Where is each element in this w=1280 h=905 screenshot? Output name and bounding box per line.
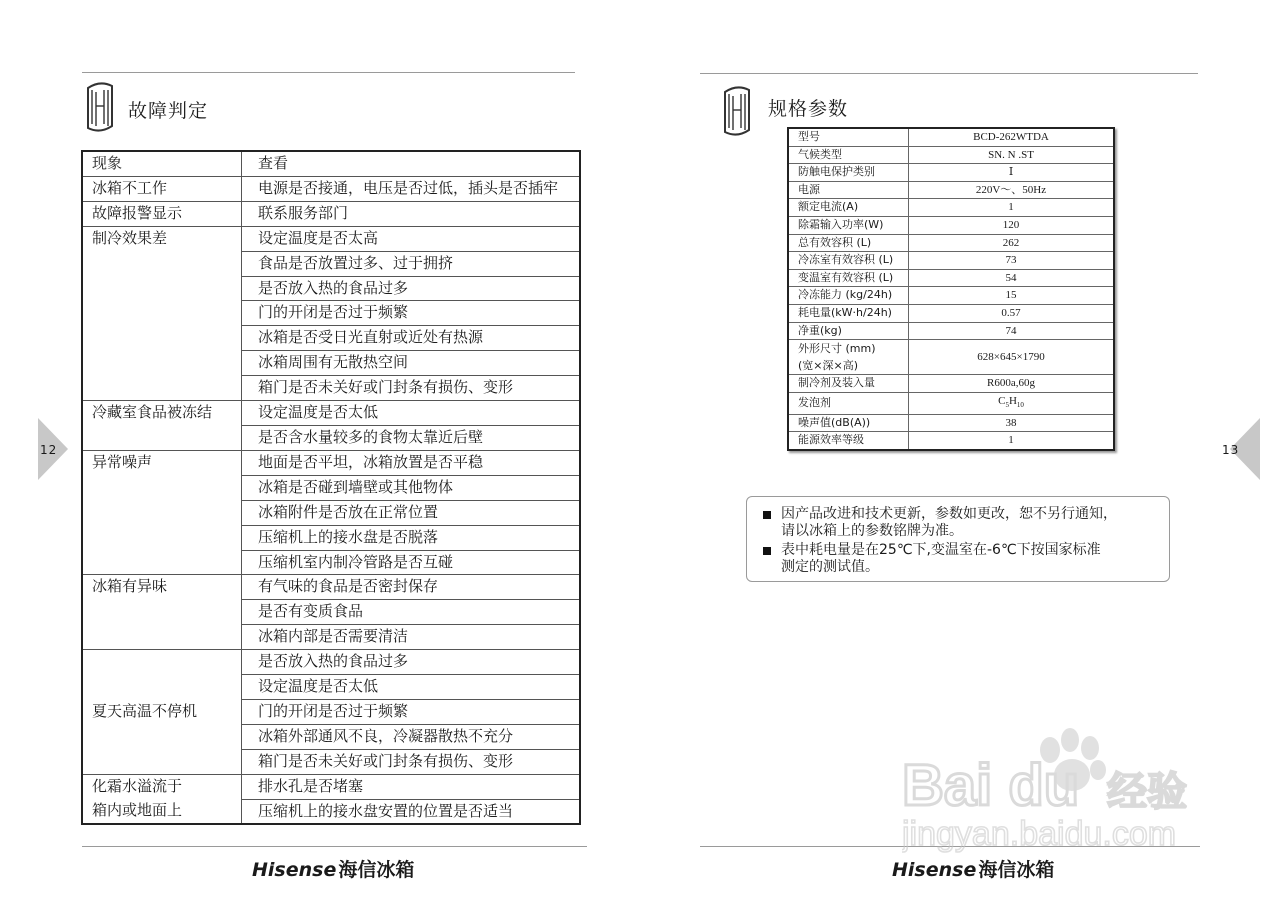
check-cell: 压缩机上的接水盘安置的位置是否适当 bbox=[242, 799, 581, 824]
spec-label: 气候类型 bbox=[788, 146, 909, 164]
spec-row bbox=[788, 252, 1114, 270]
formula-part: C bbox=[998, 394, 1006, 407]
note-item bbox=[763, 542, 1163, 576]
check-cell: 是否有变质食品 bbox=[242, 600, 581, 625]
page-number: 13 bbox=[1222, 443, 1240, 457]
check-cell: 冰箱附件是否放在正常位置 bbox=[242, 500, 581, 525]
spec-row bbox=[788, 199, 1114, 217]
fault-table bbox=[81, 150, 581, 825]
spec-row bbox=[788, 164, 1114, 182]
formula-part: H bbox=[1008, 394, 1017, 407]
check-cell: 冰箱周围有无散热空间 bbox=[242, 351, 581, 376]
spec-row bbox=[788, 322, 1114, 340]
check-cell: 冰箱外部通风不良，冷凝器散热不充分 bbox=[242, 724, 581, 749]
symptom-cell: 冰箱有异味 bbox=[82, 575, 242, 650]
watermark-logo-cn: 经验 bbox=[1107, 769, 1187, 815]
size-label-line: (宽×深×高) bbox=[798, 359, 859, 373]
symptom-line: 箱内或地面上 bbox=[92, 800, 183, 819]
spec-row bbox=[788, 375, 1114, 393]
size-label-line: 外形尺寸 (mm) bbox=[798, 342, 876, 356]
brand-name-cn: 海信冰箱 bbox=[978, 859, 1055, 881]
watermark-logo: Bai du bbox=[902, 753, 1080, 818]
spec-value: 0.57 bbox=[909, 304, 1115, 322]
notes-box bbox=[746, 496, 1170, 582]
spec-label: 冷冻能力 (kg/24h) bbox=[788, 287, 909, 305]
check-cell: 电源是否接通，电压是否过低，插头是否插牢 bbox=[242, 176, 581, 201]
symptom-cell: 冷藏室食品被冻结 bbox=[82, 401, 242, 451]
square-bullet-icon bbox=[763, 511, 771, 519]
check-cell: 联系服务部门 bbox=[242, 201, 581, 226]
spec-label: 耗电量(kW·h/24h) bbox=[788, 304, 909, 322]
check-cell: 设定温度是否太低 bbox=[242, 401, 581, 426]
spec-label: 总有效容积 (L) bbox=[788, 234, 909, 252]
check-cell: 地面是否平坦，冰箱放置是否平稳 bbox=[242, 450, 581, 475]
check-cell: 箱门是否未关好或门封条有损伤、变形 bbox=[242, 376, 581, 401]
check-cell: 有气味的食品是否密封保存 bbox=[242, 575, 581, 600]
top-rule bbox=[82, 72, 575, 73]
spec-row bbox=[788, 340, 1114, 375]
baidu-watermark bbox=[902, 720, 1202, 860]
table-row bbox=[82, 226, 580, 251]
spec-label: 除霜输入功率(W) bbox=[788, 216, 909, 234]
brand-name: Hisense bbox=[252, 859, 337, 881]
spec-label: 变温室有效容积 (L) bbox=[788, 269, 909, 287]
fridge-icon bbox=[82, 80, 118, 134]
symptom-line: 化霜水溢流于 bbox=[92, 776, 183, 795]
spec-value: 628×645×1790 bbox=[909, 340, 1115, 375]
check-cell: 设定温度是否太高 bbox=[242, 226, 581, 251]
spec-label: 噪声值(dB(A)) bbox=[788, 414, 909, 432]
spec-value bbox=[909, 392, 1115, 414]
check-cell: 冰箱是否受日光直射或近处有热源 bbox=[242, 326, 581, 351]
symptom-cell: 冰箱不工作 bbox=[82, 176, 242, 201]
spec-value: R600a,60g bbox=[909, 375, 1115, 393]
spec-row bbox=[788, 269, 1114, 287]
check-cell: 压缩机上的接水盘是否脱落 bbox=[242, 525, 581, 550]
check-cell: 门的开闭是否过于频繁 bbox=[242, 301, 581, 326]
note-item bbox=[763, 506, 1163, 540]
check-cell: 箱门是否未关好或门封条有损伤、变形 bbox=[242, 749, 581, 774]
header-symptom: 现象 bbox=[82, 151, 242, 176]
spec-label: 额定电流(A) bbox=[788, 199, 909, 217]
watermark-url: jingyan.baidu.com bbox=[902, 815, 1177, 853]
table-row bbox=[82, 774, 580, 799]
spec-value: 1 bbox=[909, 199, 1115, 217]
note-text: 因产品改进和技术更新，参数如更改，恕不另行通知， 请以冰箱上的参数铭牌为准。 bbox=[781, 506, 1117, 539]
page-number: 12 bbox=[40, 443, 58, 457]
spec-label: 制冷剂及装入量 bbox=[788, 375, 909, 393]
spec-label bbox=[788, 340, 909, 375]
note-text: 表中耗电量是在25℃下,变温室在-6℃下按国家标准 测定的测试值。 bbox=[781, 542, 1101, 575]
spec-label: 型号 bbox=[788, 128, 909, 146]
check-cell: 冰箱内部是否需要清洁 bbox=[242, 625, 581, 650]
fridge-icon bbox=[719, 84, 755, 138]
check-cell: 是否放入热的食品过多 bbox=[242, 276, 581, 301]
symptom-cell: 制冷效果差 bbox=[82, 226, 242, 400]
formula-sub: 5 bbox=[1005, 400, 1009, 409]
symptom-cell: 异常噪声 bbox=[82, 450, 242, 575]
check-cell: 排水孔是否堵塞 bbox=[242, 774, 581, 799]
table-row bbox=[82, 176, 580, 201]
spec-value: 220V～、50Hz bbox=[909, 181, 1115, 199]
check-cell: 是否含水量较多的食物太靠近后壁 bbox=[242, 425, 581, 450]
spec-value: 73 bbox=[909, 252, 1115, 270]
spec-label: 发泡剂 bbox=[788, 392, 909, 414]
check-cell: 食品是否放置过多、过于拥挤 bbox=[242, 251, 581, 276]
spec-value: 38 bbox=[909, 414, 1115, 432]
table-row bbox=[82, 575, 580, 600]
spec-value: 120 bbox=[909, 216, 1115, 234]
spec-row bbox=[788, 304, 1114, 322]
spec-value: 74 bbox=[909, 322, 1115, 340]
brand-name-cn: 海信冰箱 bbox=[338, 859, 415, 881]
spec-row bbox=[788, 146, 1114, 164]
page-title: 规格参数 bbox=[768, 98, 849, 120]
spec-table bbox=[787, 127, 1115, 451]
brand-logo bbox=[252, 855, 414, 882]
spec-value: Ⅰ bbox=[909, 164, 1115, 182]
spec-row bbox=[788, 128, 1114, 146]
spec-label: 冷冻室有效容积 (L) bbox=[788, 252, 909, 270]
spec-row bbox=[788, 181, 1114, 199]
table-header-row bbox=[82, 151, 580, 176]
page-title: 故障判定 bbox=[128, 100, 209, 122]
spec-value: 262 bbox=[909, 234, 1115, 252]
spec-row bbox=[788, 216, 1114, 234]
spec-row bbox=[788, 392, 1114, 414]
bottom-rule bbox=[82, 846, 587, 847]
spec-label: 净重(kg) bbox=[788, 322, 909, 340]
spec-value: 15 bbox=[909, 287, 1115, 305]
spec-label: 电源 bbox=[788, 181, 909, 199]
header-check: 查看 bbox=[242, 151, 581, 176]
brand-name: Hisense bbox=[892, 859, 977, 881]
check-cell: 是否放入热的食品过多 bbox=[242, 650, 581, 675]
table-row bbox=[82, 201, 580, 226]
symptom-cell bbox=[82, 774, 242, 824]
spec-row bbox=[788, 432, 1114, 450]
check-cell: 冰箱是否碰到墙壁或其他物体 bbox=[242, 475, 581, 500]
spec-value: SN. N .ST bbox=[909, 146, 1115, 164]
spec-row bbox=[788, 287, 1114, 305]
check-cell: 门的开闭是否过于频繁 bbox=[242, 699, 581, 724]
square-bullet-icon bbox=[763, 547, 771, 555]
top-rule bbox=[700, 73, 1198, 74]
table-row bbox=[82, 650, 580, 675]
table-row bbox=[82, 450, 580, 475]
formula-sub: 10 bbox=[1016, 400, 1024, 409]
spec-value: BCD-262WTDA bbox=[909, 128, 1115, 146]
spec-value: 54 bbox=[909, 269, 1115, 287]
spec-row bbox=[788, 414, 1114, 432]
symptom-cell: 夏天高温不停机 bbox=[82, 650, 242, 775]
spec-label: 能源效率等级 bbox=[788, 432, 909, 450]
check-cell: 压缩机室内制冷管路是否互碰 bbox=[242, 550, 581, 575]
spec-row bbox=[788, 234, 1114, 252]
table-row bbox=[82, 401, 580, 426]
spec-label: 防触电保护类别 bbox=[788, 164, 909, 182]
check-cell: 设定温度是否太低 bbox=[242, 675, 581, 700]
spec-value: 1 bbox=[909, 432, 1115, 450]
symptom-cell: 故障报警显示 bbox=[82, 201, 242, 226]
